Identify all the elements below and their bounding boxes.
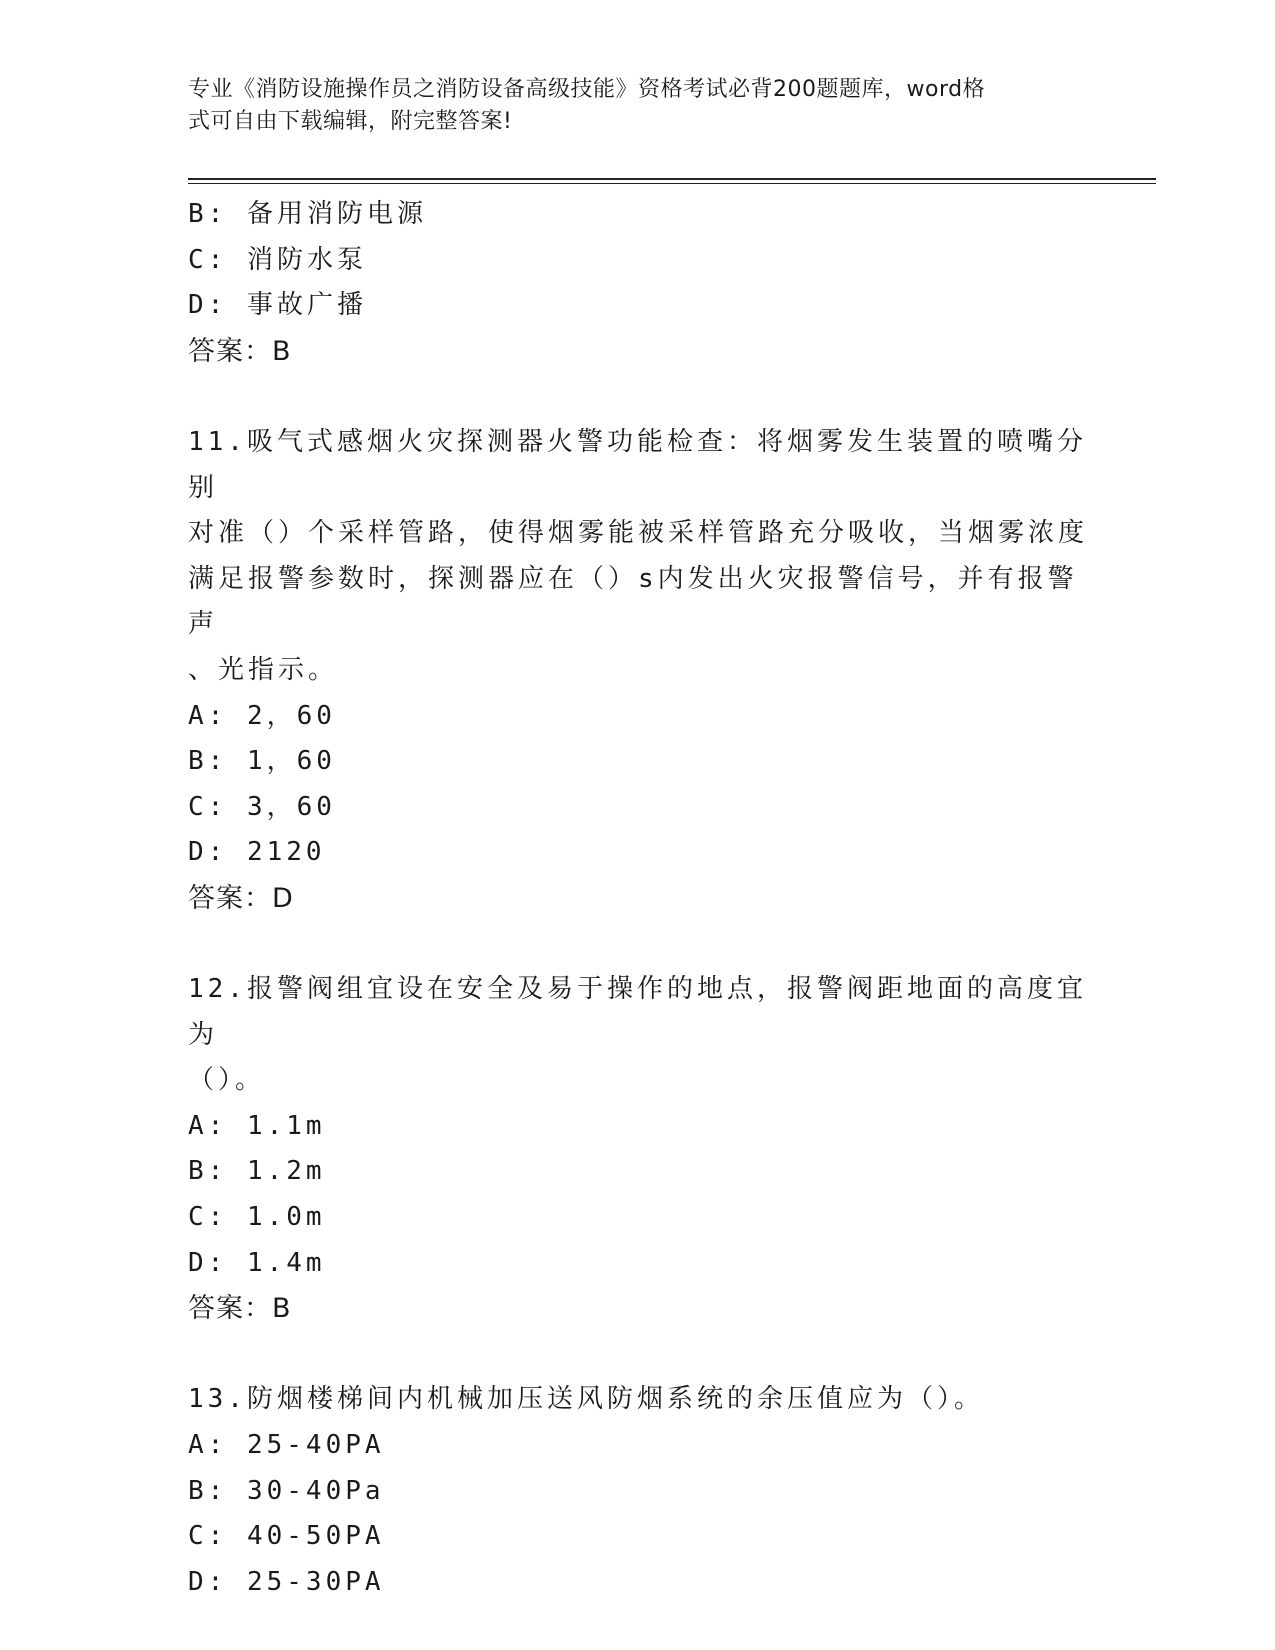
question-text-line: （）。	[188, 1065, 266, 1096]
header-divider-thick	[188, 178, 1156, 180]
answer-option: D: 事故广播	[188, 290, 367, 321]
question-text-line: 满足报警参数时，探测器应在（）s内发出火灾报警信号，并有报警声	[188, 563, 1078, 640]
question-text-line: 对准（）个采样管路，使得烟雾能被采样管路充分吸收，当烟雾浓度	[188, 518, 1089, 549]
answer-option: B: 1.2m	[188, 1156, 326, 1187]
answer-option: D: 25-30PA	[188, 1566, 385, 1597]
answer-option: A: 25-40PA	[188, 1430, 385, 1461]
document-header	[188, 74, 1088, 138]
block-spacer	[188, 374, 1088, 420]
question-block	[188, 192, 1088, 374]
question-text-line: 、光指示。	[188, 654, 339, 685]
header-line-2: 式可自由下载编辑，附完整答案!	[188, 109, 513, 134]
question-text-line: 12.报警阀组宜设在安全及易于操作的地点，报警阀距地面的高度宜为	[188, 974, 1087, 1050]
answer-option: A: 2，60	[188, 700, 336, 731]
answer-key: 答案：B	[188, 335, 292, 367]
header-line-1: 专业《消防设施操作员之消防设备高级技能》资格考试必背200题题库，word格	[188, 77, 986, 102]
block-spacer	[188, 1332, 1088, 1378]
answer-option: B: 备用消防电源	[188, 199, 427, 229]
answer-option: D: 2120	[188, 837, 326, 868]
answer-key: 答案：D	[188, 882, 294, 914]
question-block	[188, 420, 1088, 922]
question-list	[188, 192, 1088, 1605]
header-divider-thin	[188, 183, 1156, 184]
answer-option: A: 1.1m	[188, 1110, 326, 1141]
answer-key: 答案：B	[188, 1293, 292, 1325]
answer-option: B: 1，60	[188, 746, 336, 777]
question-text-line: 13.防烟楼梯间内机械加压送风防烟系统的余压值应为（）。	[188, 1384, 984, 1415]
answer-option: B: 30-40Pa	[188, 1475, 385, 1506]
question-block	[188, 967, 1088, 1332]
question-block	[188, 1377, 1088, 1605]
answer-option: D: 1.4m	[188, 1247, 326, 1278]
question-text-line: 11.吸气式感烟火灾探测器火警功能检查：将烟雾发生装置的喷嘴分别	[188, 426, 1087, 503]
answer-option: C: 3，60	[188, 791, 336, 822]
answer-option: C: 消防水泵	[188, 244, 367, 275]
block-spacer	[188, 922, 1088, 968]
answer-option: C: 1.0m	[188, 1202, 326, 1233]
answer-option: C: 40-50PA	[188, 1521, 385, 1552]
